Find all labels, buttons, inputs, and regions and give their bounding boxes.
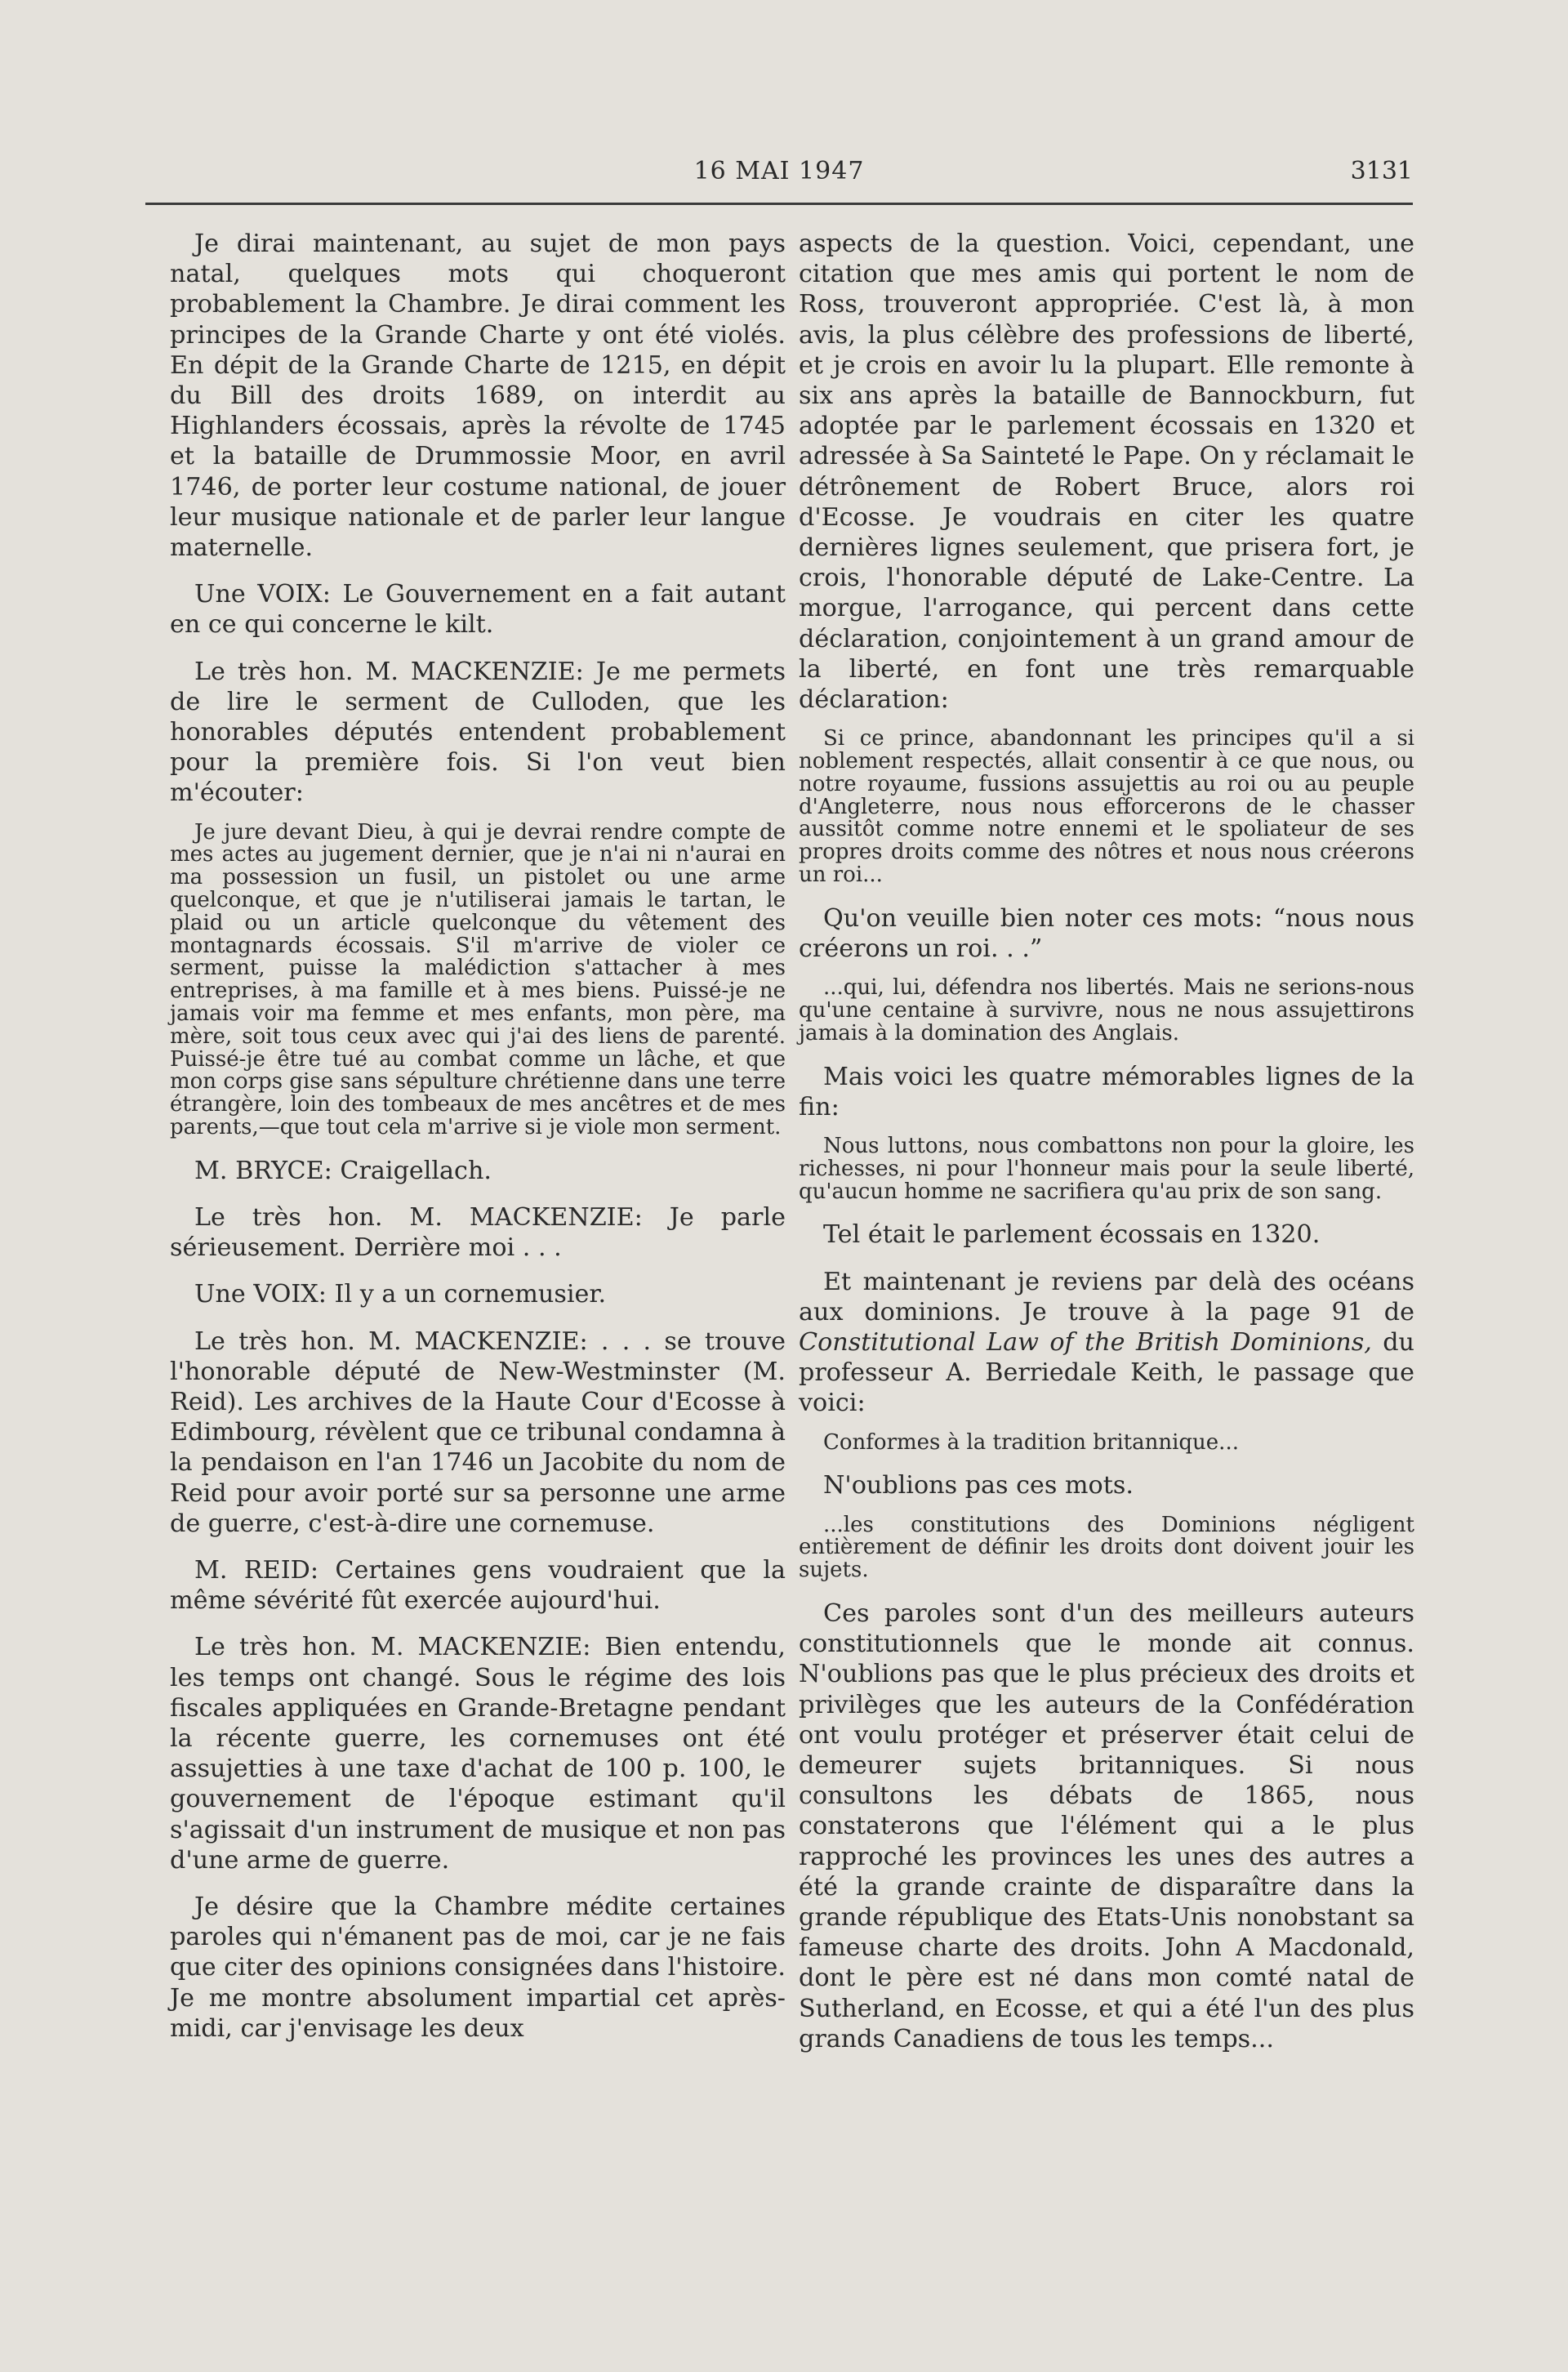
- paragraph: Qu'on veuille bien noter ces mots: “nous nous créerons un roi. . .”: [799, 903, 1414, 964]
- paragraph: Le très hon. M. MACKENZIE: Je parle sérieusement. Derrière moi . . .: [170, 1203, 786, 1263]
- paragraph: Je dirai maintenant, au sujet de mon pays natal, quelques mots qui choqueront probablement la Chambre. Je dirai comment les principes de la Grande Charte y ont été violés. En dépit de la Grande Charte de 1215, en dépit du Bill des droits 1689, on interdit au Highlanders écossais, après la révolte de 1745 et la bataille de Drummossie Moor, en avril 1746, de porter leur costume national, de jouer leur musique nationale et de parler leur langue maternelle.: [170, 230, 786, 563]
- paragraph: Ces paroles sont d'un des meilleurs auteurs constitutionnels que le monde ait connus. N'oublions pas que le plus précieux des droits et privilèges que les auteurs de la Confédération ont voulu protéger et préserver était celui de demeurer sujets britanniques. Si nous consultons les débats de 1865, nous constaterons que l'élément qui a le plus rapproché les provinces les unes des autres a été la grande crainte de disparaître dans la grande république des Etats-Unis nonobstant sa fameuse charte des droits. John A Macdonald, dont le père est né dans mon comté natal de Sutherland, en Ecosse, et qui a été l'un des plus grands Canadiens de tous les temps...: [799, 1599, 1414, 2053]
- paragraph: Tel était le parlement écossais en 1320.: [823, 1220, 1321, 1250]
- paragraph: Le très hon. M. MACKENZIE: Je me permets de lire le serment de Culloden, que les honorables députés entendent probablement pour la première fois. Si l'on veut bien m'écouter:: [170, 657, 786, 808]
- block-quote: Si ce prince, abandonnant les principes qu'il a si noblement respectés, allait consentir à ce que nous, ou notre royaume, fussions assujettis au roi ou au peuple d'Angleterre, nous nous efforcerons de le chasser aussitôt comme notre ennemi et le spoliateur de ses propres droits comme des nôtres et nous nous créerons un roi...: [799, 726, 1414, 888]
- paragraph-with-citation: [799, 1267, 1414, 1419]
- block-quote: Je jure devant Dieu, à qui je devrai rendre compte de mes actes au jugement dernier, que je n'ai ni n'aurai en ma possession un fusil, un pistolet ou une arme quelconque, et que je n'utiliserai jamais le tartan, le plaid ou un article quelconque du vêtement des montagnards écossais. S'il m'arrive de violer ce serment, puisse la malédiction s'attacher à mes entreprises, à ma famille et à mes biens. Puissé-je ne jamais voir ma femme et mes enfants, mon père, ma mère, soit tous ceux avec qui j'ai des liens de parenté. Puissé-je être tué au combat comme un lâche, et que mon corps gise sans sépulture chrétienne dans une terre étrangère, loin des tombeaux de mes ancêtres et de mes parents,—que tout cela m'arrive si je viole mon serment.: [170, 819, 786, 1140]
- paragraph: Une VOIX: Il y a un cornemusier.: [194, 1280, 607, 1309]
- paragraph: Le très hon. M. MACKENZIE: Bien entendu, les temps ont changé. Sous le régime des lois fiscales appliquées en Grande-Bretagne pendant la récente guerre, les cornemuses ont été assujetties à une taxe d'achat de 100 p. 100, le gouvernement de l'époque estimant qu'il s'agissait d'un instrument de musique et non pas d'une arme de guerre.: [170, 1633, 786, 1875]
- right-column: [799, 229, 1414, 2071]
- paragraph: M. BRYCE: Craigellach.: [194, 1156, 492, 1185]
- block-quote: ...qui, lui, défendra nos libertés. Mais ne serions-nous qu'une centaine à survivre, nous ne nous assujettirons jamais à la domination des Anglais.: [799, 975, 1414, 1046]
- block-quote: ...les constitutions des Dominions négligent entièrement de définir les droits dont doivent jouir les sujets.: [799, 1512, 1414, 1583]
- text-run: du professeur A. Berriedale Keith, le passage que voici:: [799, 1328, 1414, 1418]
- header-date: 16 MAI 1947: [693, 157, 865, 185]
- left-column: [170, 229, 786, 2060]
- paragraph: Mais voici les quatre mémorables lignes de la fin:: [799, 1062, 1414, 1121]
- paragraph: M. REID: Certaines gens voudraient que la même sévérité fût exercée aujourd'hui.: [170, 1556, 786, 1616]
- header-rule: [145, 203, 1413, 205]
- page-number: 3131: [1350, 157, 1413, 185]
- block-quote: Nous luttons, nous combattons non pour la gloire, les richesses, ni pour l'honneur mais pour la seule liberté, qu'aucun homme ne sacrifiera qu'au prix de son sang.: [799, 1134, 1414, 1204]
- page-header: [145, 157, 1413, 198]
- paragraph: Une VOIX: Le Gouvernement en a fait autant en ce qui concerne le kilt.: [170, 580, 786, 640]
- paragraph: Je désire que la Chambre médite certaines paroles qui n'émanent pas de moi, car je ne fais que citer des opinions consignées dans l'histoire. Je me montre absolument impartial cet après-midi, car j'envisage les deux: [170, 1893, 786, 2043]
- book-title: Constitutional Law of the British Dominions,: [799, 1328, 1372, 1358]
- block-quote: Conformes à la tradition britannique...: [823, 1429, 1239, 1455]
- paragraph: N'oublions pas ces mots.: [823, 1471, 1134, 1500]
- paragraph-continued: aspects de la question. Voici, cependant, une citation que mes amis qui portent le nom de Ross, trouveront appropriée. C'est là, à mon avis, la plus célèbre des professions de liberté, et je crois en avoir lu la plupart. Elle remonte à six ans après la bataille de Bannockburn, fut adoptée par le parlement écossais en 1320 et adressée à Sa Sainteté le Pape. On y réclamait le détrônement de Robert Bruce, alors roi d'Ecosse. Je voudrais en citer les quatre dernières lignes seulement, que prisera fort, je crois, l'honorable député de Lake-Centre. La morgue, l'arrogance, qui percent dans cette déclaration, conjointement à un grand amour de la liberté, en font une très remarquable déclaration:: [799, 230, 1414, 715]
- text-run: Et maintenant je reviens par delà des océans aux dominions. Je trouve à la page 91 de: [799, 1267, 1414, 1326]
- paragraph: Le très hon. M. MACKENZIE: . . . se trouve l'honorable député de New-Westminster (M. Reid). Les archives de la Haute Cour d'Ecosse à Edimbourg, révèlent que ce tribunal condamna à la pendaison en l'an 1746 un Jacobite du nom de Reid pour avoir porté sur sa personne une arme de guerre, c'est-à-dire une cornemuse.: [170, 1326, 786, 1538]
